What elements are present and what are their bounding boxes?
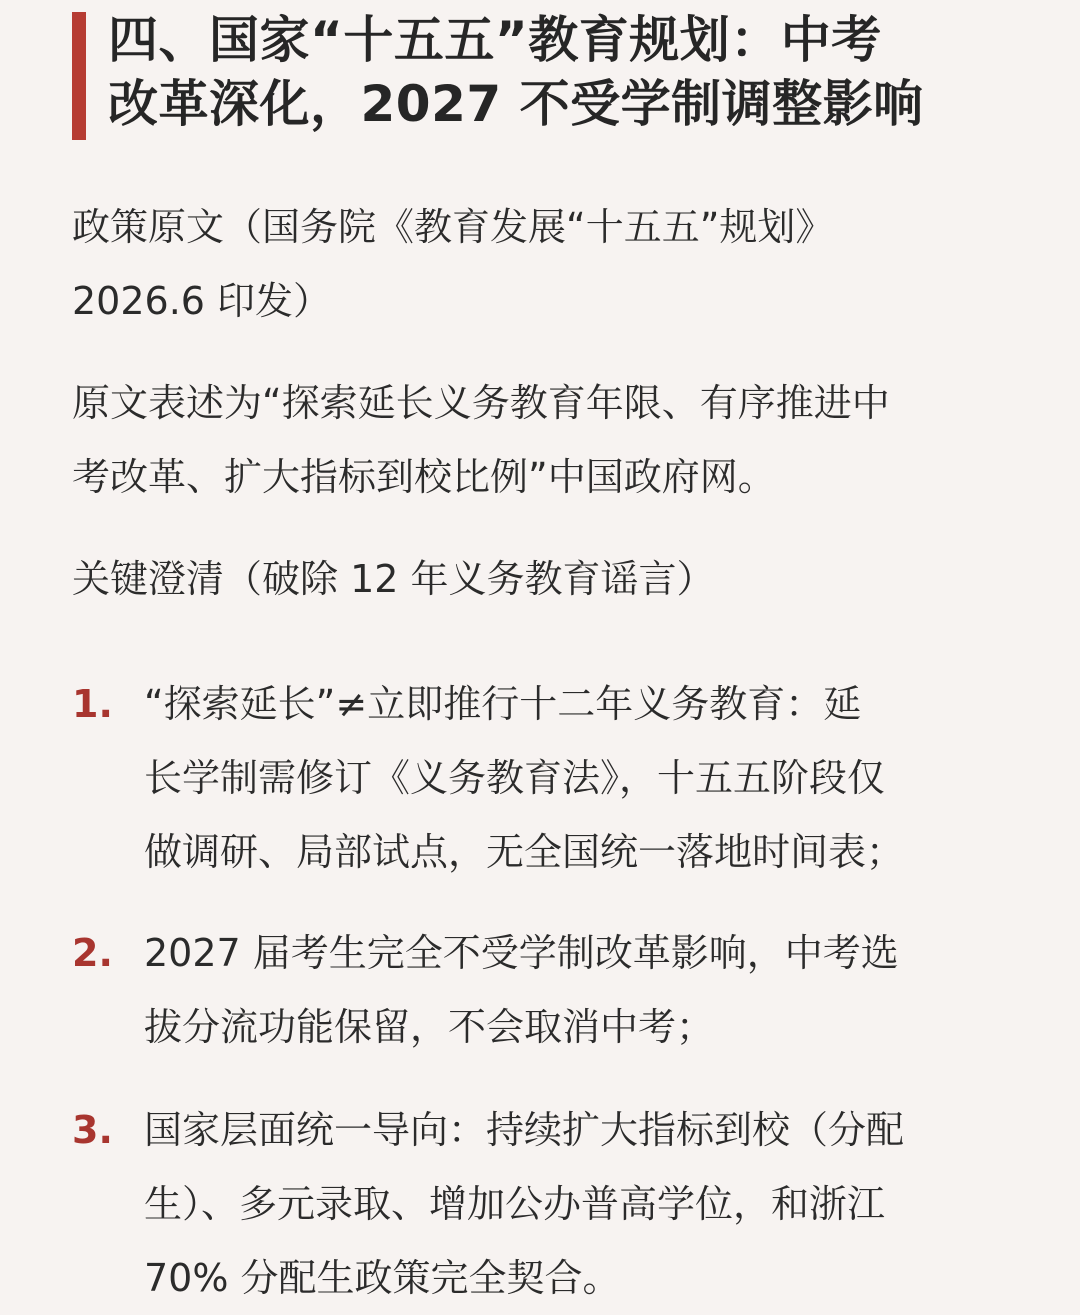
list-item-number: 1.: [72, 682, 113, 726]
list-item-line: 生）、多元录取、增加公办普高学位，和浙江: [144, 1182, 886, 1226]
clarification-heading: [72, 542, 1032, 616]
list-item-text: [144, 667, 1034, 889]
policy-source-line: 政策原文（国务院《教育发展“十五五”规划》: [72, 205, 834, 249]
clarification-heading-text: 关键澄清（破除 12 年义务教育谣言）: [72, 557, 715, 601]
list-item-line: 做调研、局部试点，无全国统一落地时间表；: [144, 830, 905, 874]
section-title-line: 改革深化，2027 不受学制调整影响: [108, 75, 924, 133]
title-accent-bar: [72, 12, 86, 140]
policy-quote-paragraph: [72, 366, 1032, 514]
list-item-line: 国家层面统一导向：持续扩大指标到校（分配: [144, 1108, 905, 1152]
list-item-line: “探索延长”≠立即推行十二年义务教育：延: [144, 682, 862, 726]
list-item-text: [144, 916, 1034, 1064]
policy-source-line: 2026.6 印发）: [72, 279, 332, 323]
list-item-number: 3.: [72, 1108, 113, 1152]
policy-quote-line: 考改革、扩大指标到校比例”中国政府网。: [72, 455, 776, 499]
policy-source-paragraph: [72, 190, 1032, 338]
list-item-line: 2027 届考生完全不受学制改革影响，中考选: [144, 931, 899, 975]
section-title: [108, 8, 1038, 136]
list-item-text: [144, 1093, 1034, 1315]
list-item-line: 长学制需修订《义务教育法》，十五五阶段仅: [144, 756, 886, 800]
list-item-line: 拔分流功能保留，不会取消中考；: [144, 1005, 715, 1049]
policy-quote-line: 原文表述为“探索延长义务教育年限、有序推进中: [72, 381, 890, 425]
list-item-number: 2.: [72, 931, 113, 975]
section-title-line: 四、国家“十五五”教育规划：中考: [108, 11, 882, 69]
list-item-line: 70% 分配生政策完全契合。: [144, 1256, 621, 1300]
